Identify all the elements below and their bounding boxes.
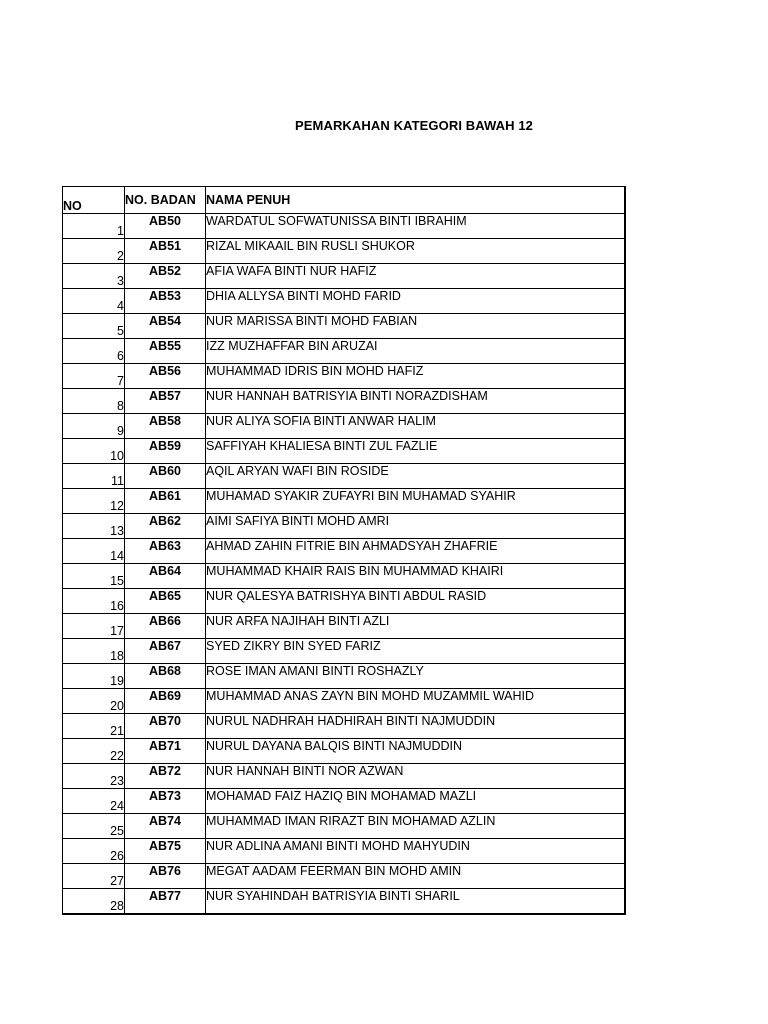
nama-penuh-cell: ROSE IMAN AMANI BINTI ROSHAZLY xyxy=(206,664,625,689)
table-row xyxy=(63,889,625,914)
table-row xyxy=(63,764,625,789)
table-row xyxy=(63,789,625,814)
nama-penuh-cell: NUR HANNAH BATRISYIA BINTI NORAZDISHAM xyxy=(206,389,625,414)
table-row xyxy=(63,364,625,389)
column-header-no-badan: NO. BADAN xyxy=(125,187,206,214)
no-cell: 7 xyxy=(63,364,125,389)
participant-table xyxy=(62,186,626,915)
nama-penuh-cell: NUR MARISSA BINTI MOHD FABIAN xyxy=(206,314,625,339)
nama-penuh-cell: WARDATUL SOFWATUNISSA BINTI IBRAHIM xyxy=(206,214,625,239)
nama-penuh-cell: IZZ MUZHAFFAR BIN ARUZAI xyxy=(206,339,625,364)
table-row xyxy=(63,489,625,514)
column-header-nama-penuh: NAMA PENUH xyxy=(206,187,625,214)
no-badan-cell: AB76 xyxy=(125,864,206,889)
no-badan-cell: AB75 xyxy=(125,839,206,864)
header-row xyxy=(63,187,625,214)
nama-penuh-cell: RIZAL MIKAAIL BIN RUSLI SHUKOR xyxy=(206,239,625,264)
no-cell: 18 xyxy=(63,639,125,664)
no-badan-cell: AB54 xyxy=(125,314,206,339)
table-row xyxy=(63,389,625,414)
no-badan-cell: AB59 xyxy=(125,439,206,464)
table-row xyxy=(63,564,625,589)
no-badan-cell: AB51 xyxy=(125,239,206,264)
no-cell: 12 xyxy=(63,489,125,514)
no-badan-cell: AB74 xyxy=(125,814,206,839)
no-badan-cell: AB57 xyxy=(125,389,206,414)
no-cell: 16 xyxy=(63,589,125,614)
no-cell: 10 xyxy=(63,439,125,464)
table-row xyxy=(63,514,625,539)
table-row xyxy=(63,464,625,489)
table-header xyxy=(63,187,625,214)
nama-penuh-cell: AIMI SAFIYA BINTI MOHD AMRI xyxy=(206,514,625,539)
no-cell: 28 xyxy=(63,889,125,914)
no-badan-cell: AB67 xyxy=(125,639,206,664)
no-cell: 26 xyxy=(63,839,125,864)
no-badan-cell: AB72 xyxy=(125,764,206,789)
no-cell: 13 xyxy=(63,514,125,539)
no-cell: 24 xyxy=(63,789,125,814)
nama-penuh-cell: MUHAMAD SYAKIR ZUFAYRI BIN MUHAMAD SYAHIR xyxy=(206,489,625,514)
no-cell: 11 xyxy=(63,464,125,489)
no-badan-cell: AB61 xyxy=(125,489,206,514)
table-row xyxy=(63,239,625,264)
table-row xyxy=(63,264,625,289)
no-badan-cell: AB69 xyxy=(125,689,206,714)
nama-penuh-cell: MEGAT AADAM FEERMAN BIN MOHD AMIN xyxy=(206,864,625,889)
nama-penuh-cell: MUHAMMAD IDRIS BIN MOHD HAFIZ xyxy=(206,364,625,389)
no-cell: 1 xyxy=(63,214,125,239)
nama-penuh-cell: NUR QALESYA BATRISHYA BINTI ABDUL RASID xyxy=(206,589,625,614)
no-badan-cell: AB56 xyxy=(125,364,206,389)
nama-penuh-cell: NUR ALIYA SOFIA BINTI ANWAR HALIM xyxy=(206,414,625,439)
no-badan-cell: AB65 xyxy=(125,589,206,614)
no-badan-cell: AB62 xyxy=(125,514,206,539)
nama-penuh-cell: NUR SYAHINDAH BATRISYIA BINTI SHARIL xyxy=(206,889,625,914)
table-body xyxy=(63,214,625,914)
no-cell: 9 xyxy=(63,414,125,439)
no-badan-cell: AB60 xyxy=(125,464,206,489)
no-cell: 2 xyxy=(63,239,125,264)
no-badan-cell: AB50 xyxy=(125,214,206,239)
no-badan-cell: AB73 xyxy=(125,789,206,814)
no-cell: 15 xyxy=(63,564,125,589)
table-row xyxy=(63,689,625,714)
nama-penuh-cell: MUHAMMAD IMAN RIRAZT BIN MOHAMAD AZLIN xyxy=(206,814,625,839)
no-badan-cell: AB66 xyxy=(125,614,206,639)
no-cell: 14 xyxy=(63,539,125,564)
column-header-no: NO xyxy=(63,187,125,214)
table-row xyxy=(63,839,625,864)
nama-penuh-cell: AFIA WAFA BINTI NUR HAFIZ xyxy=(206,264,625,289)
table-row xyxy=(63,639,625,664)
table-row xyxy=(63,589,625,614)
no-badan-cell: AB71 xyxy=(125,739,206,764)
no-cell: 21 xyxy=(63,714,125,739)
no-badan-cell: AB77 xyxy=(125,889,206,914)
nama-penuh-cell: MUHAMMAD KHAIR RAIS BIN MUHAMMAD KHAIRI xyxy=(206,564,625,589)
no-badan-cell: AB53 xyxy=(125,289,206,314)
table-row xyxy=(63,414,625,439)
table-row xyxy=(63,614,625,639)
table-row xyxy=(63,664,625,689)
table-row xyxy=(63,314,625,339)
nama-penuh-cell: NUR HANNAH BINTI NOR AZWAN xyxy=(206,764,625,789)
no-cell: 8 xyxy=(63,389,125,414)
no-cell: 6 xyxy=(63,339,125,364)
nama-penuh-cell: NUR ADLINA AMANI BINTI MOHD MAHYUDIN xyxy=(206,839,625,864)
no-badan-cell: AB58 xyxy=(125,414,206,439)
no-cell: 17 xyxy=(63,614,125,639)
no-cell: 23 xyxy=(63,764,125,789)
no-badan-cell: AB70 xyxy=(125,714,206,739)
page-title: PEMARKAHAN KATEGORI BAWAH 12 xyxy=(294,118,534,133)
no-cell: 25 xyxy=(63,814,125,839)
no-badan-cell: AB63 xyxy=(125,539,206,564)
table-row xyxy=(63,864,625,889)
nama-penuh-cell: SAFFIYAH KHALIESA BINTI ZUL FAZLIE xyxy=(206,439,625,464)
table-row xyxy=(63,739,625,764)
nama-penuh-cell: DHIA ALLYSA BINTI MOHD FARID xyxy=(206,289,625,314)
table-row xyxy=(63,439,625,464)
nama-penuh-cell: NURUL NADHRAH HADHIRAH BINTI NAJMUDDIN xyxy=(206,714,625,739)
nama-penuh-cell: MOHAMAD FAIZ HAZIQ BIN MOHAMAD MAZLI xyxy=(206,789,625,814)
no-cell: 4 xyxy=(63,289,125,314)
no-cell: 20 xyxy=(63,689,125,714)
table-row xyxy=(63,814,625,839)
no-badan-cell: AB68 xyxy=(125,664,206,689)
nama-penuh-cell: AHMAD ZAHIN FITRIE BIN AHMADSYAH ZHAFRIE xyxy=(206,539,625,564)
table-row xyxy=(63,539,625,564)
table-row xyxy=(63,289,625,314)
no-badan-cell: AB55 xyxy=(125,339,206,364)
no-cell: 5 xyxy=(63,314,125,339)
table-row xyxy=(63,714,625,739)
nama-penuh-cell: MUHAMMAD ANAS ZAYN BIN MOHD MUZAMMIL WAHID xyxy=(206,689,625,714)
no-cell: 27 xyxy=(63,864,125,889)
nama-penuh-cell: AQIL ARYAN WAFI BIN ROSIDE xyxy=(206,464,625,489)
nama-penuh-cell: NURUL DAYANA BALQIS BINTI NAJMUDDIN xyxy=(206,739,625,764)
nama-penuh-cell: SYED ZIKRY BIN SYED FARIZ xyxy=(206,639,625,664)
nama-penuh-cell: NUR ARFA NAJIHAH BINTI AZLI xyxy=(206,614,625,639)
table-row xyxy=(63,339,625,364)
no-cell: 22 xyxy=(63,739,125,764)
table-row xyxy=(63,214,625,239)
no-cell: 3 xyxy=(63,264,125,289)
no-cell: 19 xyxy=(63,664,125,689)
no-badan-cell: AB52 xyxy=(125,264,206,289)
no-badan-cell: AB64 xyxy=(125,564,206,589)
